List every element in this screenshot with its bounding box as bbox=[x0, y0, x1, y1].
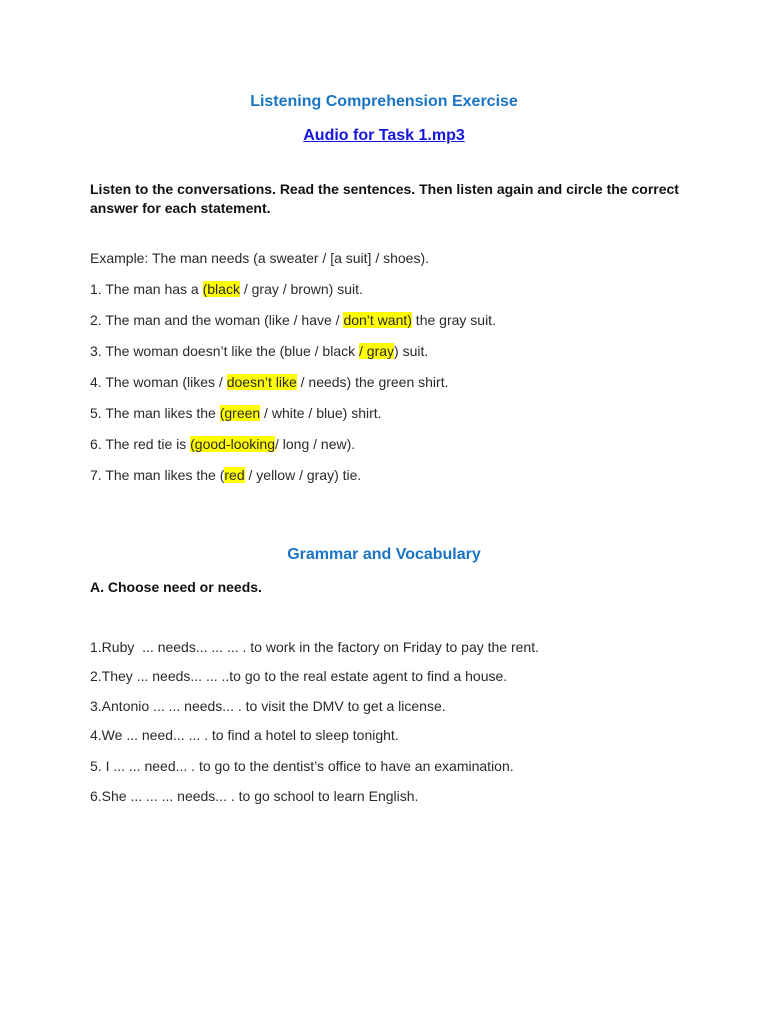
highlighted-answer: (green bbox=[219, 405, 261, 421]
page-title: Listening Comprehension Exercise bbox=[250, 93, 518, 110]
listening-item bbox=[90, 374, 449, 390]
highlighted-answer: doesn’t like bbox=[226, 374, 297, 390]
highlighted-answer: / gray bbox=[359, 343, 395, 359]
item-text: 5. The man likes the bbox=[90, 405, 220, 421]
listening-item bbox=[90, 467, 361, 483]
item-text: / yellow / gray) tie. bbox=[244, 467, 362, 483]
audio-file-link[interactable]: Audio for Task 1.mp3 bbox=[303, 127, 465, 144]
item-text: 6. The red tie is bbox=[90, 436, 191, 452]
listening-item bbox=[90, 436, 355, 452]
listening-item bbox=[90, 281, 363, 297]
item-text: ) suit. bbox=[394, 343, 429, 359]
item-text: 1. The man has a bbox=[90, 281, 203, 297]
example-sentence: Example: The man needs (a sweater / [a suit] / shoes). bbox=[90, 250, 430, 266]
grammar-item: 6.She ... ... ... needs... . to go school to learn English. bbox=[90, 788, 419, 804]
item-text: / needs) the green shirt. bbox=[296, 374, 449, 390]
item-text: / white / blue) shirt. bbox=[260, 405, 382, 421]
highlighted-answer: (black bbox=[202, 281, 240, 297]
grammar-item: 3.Antonio ... ... needs... . to visit the DMV to get a license. bbox=[90, 698, 446, 714]
highlighted-answer: red bbox=[224, 467, 245, 483]
item-text: 3. The woman doesn’t like the (blue / black bbox=[90, 343, 360, 359]
listening-item bbox=[90, 405, 382, 421]
instructions-text: Listen to the conversations. Read the sentences. Then listen again and circle the correct answer for each statement. bbox=[90, 181, 679, 216]
item-text: 4. The woman (likes / bbox=[90, 374, 227, 390]
exercise-subheading: A. Choose need or needs. bbox=[90, 579, 262, 595]
grammar-item: 5. I ... ... need... . to go to the dentist’s office to have an examination. bbox=[90, 758, 514, 774]
item-text: the gray suit. bbox=[411, 312, 496, 328]
highlighted-answer: (good-looking bbox=[190, 436, 275, 452]
item-text: / gray / brown) suit. bbox=[239, 281, 363, 297]
highlighted-answer: don’t want) bbox=[343, 312, 412, 328]
grammar-item: 2.They ... needs... ... ..to go to the real estate agent to find a house. bbox=[90, 668, 508, 684]
item-text: 7. The man likes the ( bbox=[90, 467, 225, 483]
grammar-item: 4.We ... need... ... . to find a hotel to sleep tonight. bbox=[90, 727, 399, 743]
audio-link-container bbox=[0, 127, 768, 145]
listening-item bbox=[90, 343, 428, 359]
item-text: 2. The man and the woman (like / have / bbox=[90, 312, 344, 328]
grammar-item: 1.Ruby ... needs... ... ... . to work in the factory on Friday to pay the rent. bbox=[90, 639, 539, 655]
listening-item bbox=[90, 312, 496, 328]
section-title: Grammar and Vocabulary bbox=[287, 546, 481, 563]
item-text: / long / new). bbox=[274, 436, 356, 452]
